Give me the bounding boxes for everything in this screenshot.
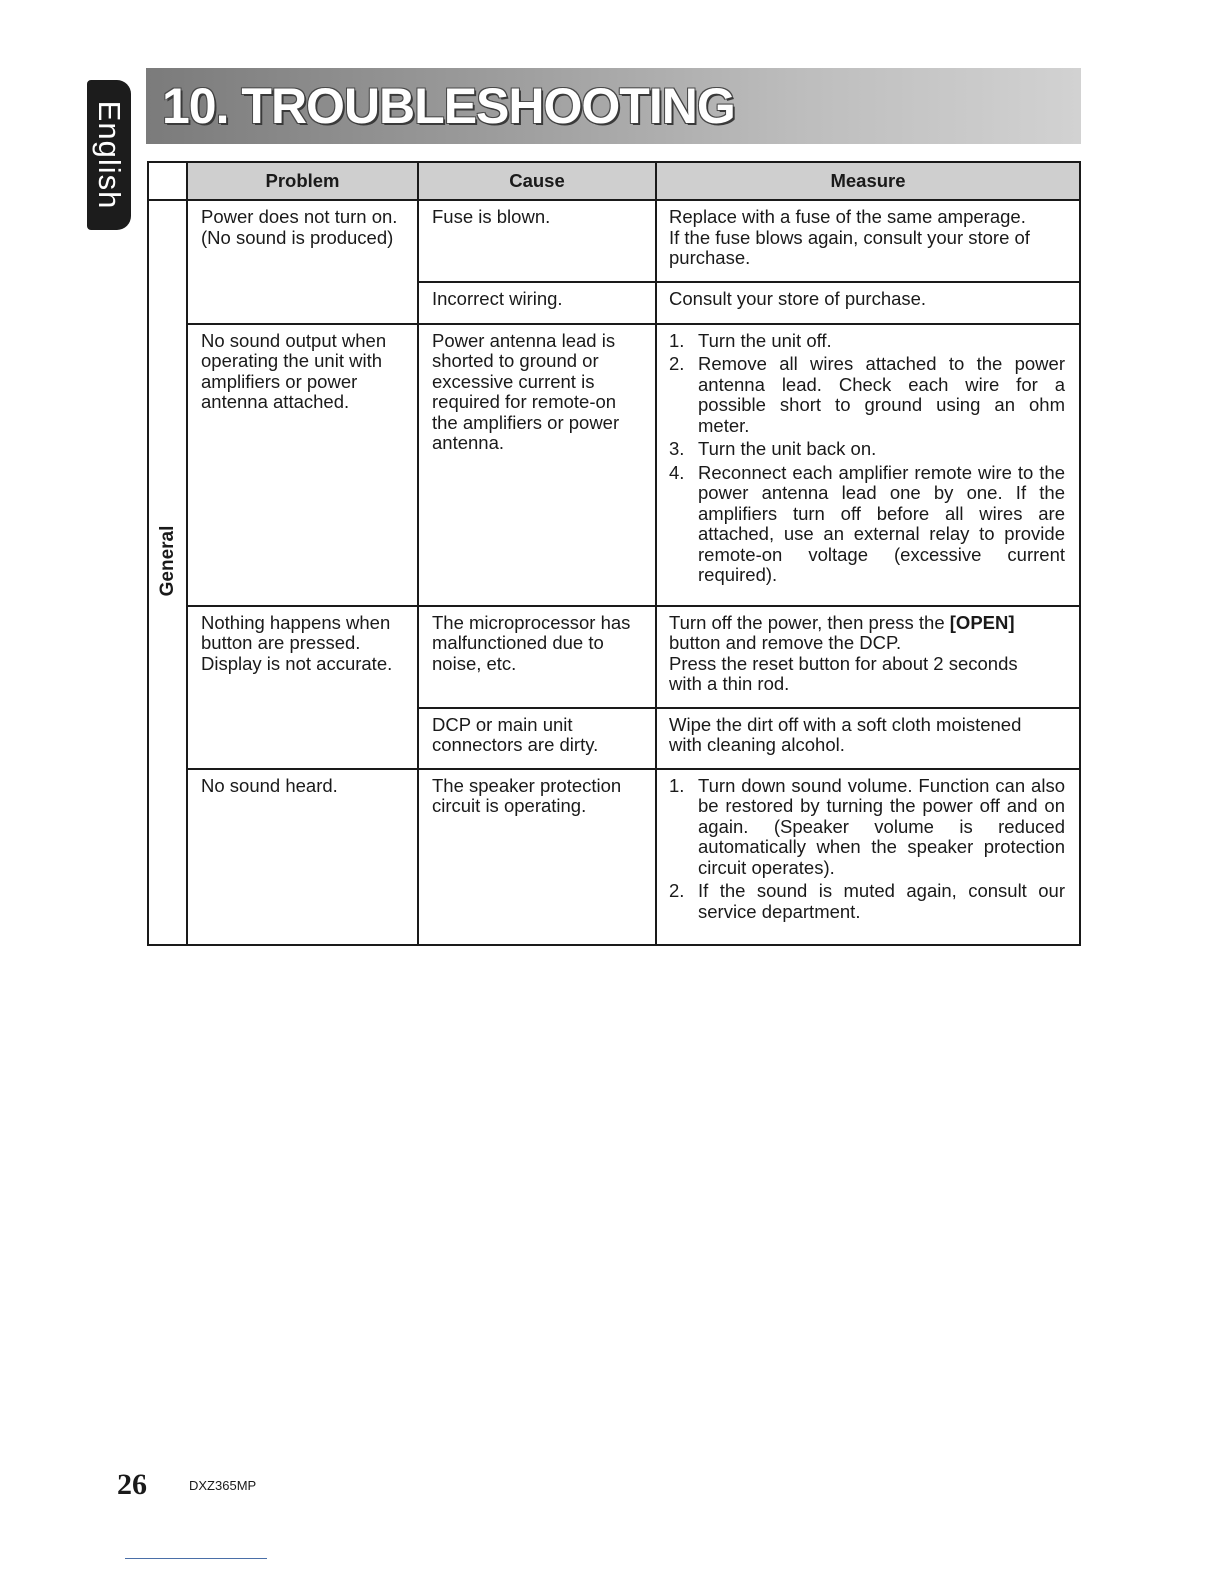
step-text: If the sound is muted again, consult our service department.: [698, 880, 1065, 922]
page-number: 26: [117, 1468, 147, 1501]
problem-text: Display is not accurate.: [201, 652, 393, 674]
measure-text: with a thin rod.: [669, 673, 790, 694]
measure-text: Replace with a fuse of the same amperage.: [669, 206, 1026, 227]
measure-text: Press the reset button for about 2 seconds: [669, 652, 1018, 674]
step-text: Remove all wires attached to the power antenna lead. Check each wire for a possible short to ground using an ohm meter.: [698, 353, 1065, 436]
measure-cell: [656, 200, 1080, 282]
measure-cell: [656, 708, 1080, 769]
step-number: 3.: [669, 438, 685, 459]
measure-step: [669, 354, 1065, 436]
measure-cell: [656, 282, 1080, 324]
measure-step: [669, 439, 1065, 460]
page-title: 10. TROUBLESHOOTING: [162, 78, 735, 134]
measure-steps: [669, 331, 1065, 586]
measure-cell: [656, 606, 1080, 708]
section-label-cell: [148, 200, 187, 945]
measure-step: [669, 331, 1065, 352]
cause-text: The speaker protection: [432, 774, 622, 796]
problem-text: operating the unit with: [201, 350, 383, 371]
cause-text: antenna.: [432, 432, 505, 453]
step-number: 2.: [669, 353, 685, 374]
troubleshooting-table: [147, 161, 1081, 946]
cause-text: excessive current is: [432, 370, 595, 392]
problem-text: amplifiers or power: [201, 370, 358, 392]
measure-text: [669, 613, 1065, 634]
problem-text: Power does not turn on.: [201, 206, 398, 227]
measure-text: with cleaning alcohol.: [669, 734, 845, 755]
header-cause: Cause: [418, 162, 656, 200]
cause-text: The microprocessor has: [432, 611, 631, 633]
table-header-row: [148, 162, 1080, 200]
section-label: General: [156, 525, 178, 597]
cause-text: Incorrect wiring.: [432, 287, 563, 309]
cause-text: Power antenna lead is: [432, 329, 616, 351]
cause-text: required for remote-on: [432, 391, 617, 412]
step-text: Turn down sound volume. Function can also be restored by turning the power off and on again. (Speaker volume is reduced automatically when the speaker protection circuit operates).: [698, 774, 1065, 878]
cause-text: the amplifiers or power: [432, 411, 620, 433]
header-corner: [148, 162, 187, 200]
language-tab-label: English: [92, 100, 127, 210]
problem-cell: [187, 200, 418, 324]
footer-rule: [125, 1558, 267, 1559]
table-row: [148, 769, 1080, 945]
cause-cell: [418, 200, 656, 282]
cause-cell: [418, 606, 656, 708]
measure-text: Wipe the dirt off with a soft cloth moistened: [669, 713, 1022, 735]
measure-text: button and remove the DCP.: [669, 632, 902, 653]
open-button-label: [OPEN]: [949, 611, 1015, 633]
problem-text: button are pressed.: [201, 632, 361, 653]
step-text: Reconnect each amplifier remote wire to the power antenna lead one by one. If the amplifiers turn off before all wires are attached, use an external relay to provide remote-on voltage (excessive current required).: [698, 461, 1065, 585]
measure-text: If the fuse blows again, consult your store of: [669, 226, 1030, 248]
problem-text: (No sound is produced): [201, 226, 394, 248]
measure-cell: [656, 324, 1080, 606]
cause-cell: [418, 708, 656, 769]
problem-cell: [187, 324, 418, 606]
language-tab: [87, 80, 131, 230]
table-row: [148, 324, 1080, 606]
header-measure: Measure: [656, 162, 1080, 200]
problem-text: antenna attached.: [201, 391, 350, 412]
problem-text: No sound heard.: [201, 774, 338, 796]
problem-text: No sound output when: [201, 329, 387, 351]
model-number: DXZ365MP: [189, 1478, 257, 1493]
cause-cell: [418, 324, 656, 606]
step-text: Turn the unit off.: [698, 329, 832, 351]
table-row: [148, 606, 1080, 708]
measure-step: [669, 776, 1065, 879]
measure-cell: [656, 769, 1080, 945]
measure-steps: [669, 776, 1065, 923]
step-number: 1.: [669, 329, 685, 351]
step-text: Turn the unit back on.: [698, 438, 877, 459]
measure-text-lead: Turn off the power, then press the: [669, 611, 950, 633]
section-title-bar: [146, 68, 1081, 144]
cause-cell: [418, 769, 656, 945]
problem-cell: [187, 769, 418, 945]
cause-text: shorted to ground or: [432, 350, 599, 371]
cause-text: Fuse is blown.: [432, 206, 551, 227]
header-problem: Problem: [187, 162, 418, 200]
cause-text: DCP or main unit: [432, 713, 573, 735]
measure-step: [669, 463, 1065, 586]
step-number: 2.: [669, 880, 685, 901]
step-number: 4.: [669, 461, 685, 483]
measure-text: Consult your store of purchase.: [669, 287, 927, 309]
cause-text: circuit is operating.: [432, 795, 587, 816]
measure-text: purchase.: [669, 247, 751, 268]
problem-text: Nothing happens when: [201, 611, 391, 633]
table-row: [148, 200, 1080, 282]
cause-cell: [418, 282, 656, 324]
cause-text: connectors are dirty.: [432, 734, 599, 755]
measure-step: [669, 881, 1065, 922]
step-number: 1.: [669, 774, 685, 796]
cause-text: noise, etc.: [432, 652, 517, 674]
cause-text: malfunctioned due to: [432, 632, 604, 653]
problem-cell: [187, 606, 418, 769]
